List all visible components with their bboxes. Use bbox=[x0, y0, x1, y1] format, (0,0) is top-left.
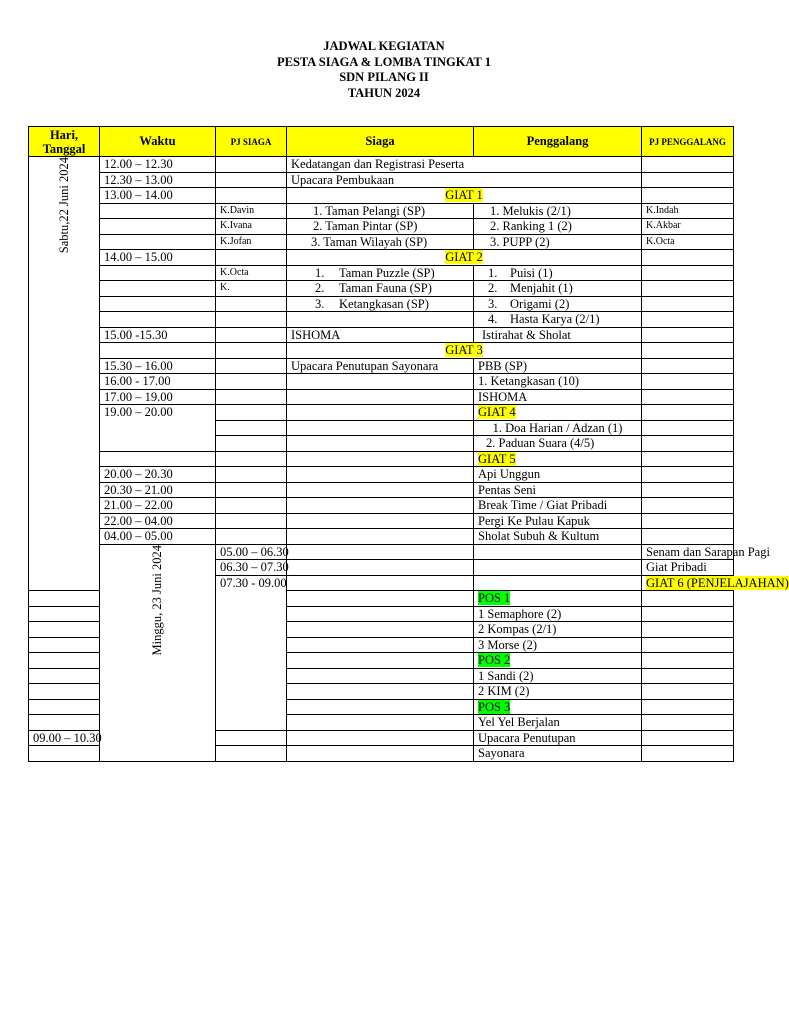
pj-siaga-cell bbox=[29, 606, 100, 622]
pj-penggalang-cell bbox=[642, 188, 734, 204]
waktu-cell: 22.00 – 04.00 bbox=[100, 513, 216, 529]
pj-penggalang-cell bbox=[642, 281, 734, 297]
giat-cell bbox=[287, 188, 642, 204]
penggalang-cell bbox=[474, 699, 642, 715]
penggalang-cell: Giat Pribadi bbox=[642, 560, 734, 576]
header-waktu: Waktu bbox=[100, 127, 216, 157]
siaga-cell: 2. Taman Pintar (SP) bbox=[287, 219, 474, 235]
penggalang-cell: Yel Yel Berjalan bbox=[474, 715, 642, 731]
penggalang-cell: 1. Melukis (2/1) bbox=[474, 203, 642, 219]
penggalang-cell: Sholat Subuh & Kultum bbox=[474, 529, 642, 545]
waktu-cell bbox=[29, 746, 100, 762]
pj-penggalang-cell bbox=[642, 684, 734, 700]
list-number: 4. bbox=[488, 312, 498, 326]
penggalang-cell: Istirahat & Sholat bbox=[474, 327, 642, 343]
table-row bbox=[29, 529, 734, 545]
siaga-cell bbox=[287, 405, 474, 421]
header-hari: Hari, Tanggal bbox=[29, 127, 100, 157]
pj-penggalang-cell bbox=[642, 730, 734, 746]
table-row bbox=[29, 389, 734, 405]
waktu-cell: 16.00 - 17.00 bbox=[100, 374, 216, 390]
siaga-cell bbox=[287, 436, 474, 452]
title-line-1: JADWAL KEGIATAN bbox=[323, 39, 445, 53]
pj-penggalang-cell bbox=[642, 637, 734, 653]
day-label-1: Sabtu,22 Juni 2024 bbox=[56, 157, 71, 254]
pj-siaga-cell bbox=[216, 312, 287, 328]
giat-5-label: GIAT 5 bbox=[478, 451, 516, 466]
waktu-cell: 14.00 – 15.00 bbox=[100, 250, 216, 266]
waktu-cell bbox=[100, 281, 216, 297]
table-row bbox=[29, 343, 734, 359]
siaga-cell bbox=[287, 513, 474, 529]
pj-siaga-cell bbox=[216, 482, 287, 498]
pj-penggalang-cell bbox=[642, 172, 734, 188]
pj-penggalang-cell bbox=[642, 343, 734, 359]
table-row bbox=[29, 296, 734, 312]
header-penggalang: Penggalang bbox=[474, 127, 642, 157]
siaga-cell bbox=[287, 312, 474, 328]
siaga-cell bbox=[287, 498, 474, 514]
pj-siaga-cell bbox=[216, 405, 287, 421]
pj-penggalang-cell bbox=[642, 296, 734, 312]
siaga-cell bbox=[287, 281, 474, 297]
pos-3-label: POS 3 bbox=[478, 699, 511, 714]
pj-penggalang-cell: K.Akbar bbox=[642, 219, 734, 235]
pj-siaga-cell bbox=[29, 684, 100, 700]
siaga-cell bbox=[287, 265, 474, 281]
pj-siaga-cell: K. bbox=[216, 281, 287, 297]
pj-penggalang-cell bbox=[642, 327, 734, 343]
list-text: Taman Fauna (SP) bbox=[339, 281, 432, 295]
pj-siaga-cell bbox=[29, 637, 100, 653]
pj-penggalang-cell bbox=[642, 668, 734, 684]
table-row bbox=[29, 498, 734, 514]
list-number: 2. bbox=[315, 281, 325, 295]
penggalang-cell: 3. PUPP (2) bbox=[474, 234, 642, 250]
table-row bbox=[29, 234, 734, 250]
waktu-cell bbox=[100, 296, 216, 312]
waktu-cell: 15.00 -15.30 bbox=[100, 327, 216, 343]
title-line-4: TAHUN 2024 bbox=[347, 85, 421, 100]
penggalang-cell: 2. Paduan Suara (4/5) bbox=[474, 436, 642, 452]
pj-penggalang-cell bbox=[642, 405, 734, 421]
siaga-cell bbox=[287, 451, 474, 467]
giat-6-label: GIAT 6 (PENJELAJAHAN) bbox=[646, 575, 789, 590]
pj-siaga-cell bbox=[216, 529, 287, 545]
pj-penggalang-cell bbox=[642, 436, 734, 452]
pj-siaga-cell bbox=[29, 622, 100, 638]
pj-penggalang-cell bbox=[642, 451, 734, 467]
table-row bbox=[29, 451, 734, 467]
pj-siaga-cell bbox=[29, 699, 100, 715]
penggalang-cell: 1 Sandi (2) bbox=[474, 668, 642, 684]
penggalang-cell bbox=[474, 591, 642, 607]
table-row bbox=[29, 405, 734, 421]
table-header-row bbox=[29, 127, 734, 157]
giat-cell bbox=[287, 343, 642, 359]
pj-penggalang-cell bbox=[642, 498, 734, 514]
pj-siaga-cell bbox=[216, 513, 287, 529]
table-row bbox=[29, 250, 734, 266]
siaga-cell bbox=[287, 482, 474, 498]
pj-siaga-cell: K.Ivana bbox=[216, 219, 287, 235]
siaga-cell: 1. Taman Pelangi (SP) bbox=[287, 203, 474, 219]
table-row bbox=[29, 544, 734, 560]
siaga-cell bbox=[287, 296, 474, 312]
pj-siaga-cell bbox=[216, 746, 287, 762]
siaga-cell bbox=[287, 715, 474, 731]
waktu-cell bbox=[100, 219, 216, 235]
penggalang-cell: 1. Ketangkasan (10) bbox=[474, 374, 642, 390]
list-text: Taman Puzzle (SP) bbox=[339, 265, 435, 280]
siaga-cell bbox=[287, 591, 474, 607]
table-row bbox=[29, 219, 734, 235]
waktu-cell: 06.30 – 07.30 bbox=[216, 560, 287, 576]
penggalang-cell bbox=[474, 312, 642, 328]
pj-penggalang-cell bbox=[642, 358, 734, 374]
siaga-cell bbox=[287, 668, 474, 684]
header-siaga: Siaga bbox=[287, 127, 474, 157]
pj-penggalang-cell bbox=[642, 482, 734, 498]
giat-4-label: GIAT 4 bbox=[478, 405, 516, 419]
pj-siaga-cell bbox=[216, 157, 287, 173]
list-text: Menjahit (1) bbox=[510, 281, 573, 295]
pj-penggalang-cell bbox=[642, 157, 734, 173]
table-row bbox=[29, 188, 734, 204]
pos-2-label: POS 2 bbox=[478, 653, 511, 667]
table-row bbox=[29, 172, 734, 188]
pj-penggalang-cell bbox=[642, 699, 734, 715]
penggalang-cell: Break Time / Giat Pribadi bbox=[474, 498, 642, 514]
day-label-2: Minggu, 23 Juni 2024 bbox=[150, 544, 165, 655]
list-text: Origami (2) bbox=[510, 296, 570, 311]
siaga-cell bbox=[287, 389, 474, 405]
title-line-2: PESTA SIAGA & LOMBA TINGKAT 1 bbox=[276, 54, 492, 69]
pj-siaga-cell bbox=[29, 668, 100, 684]
table-row bbox=[29, 482, 734, 498]
siaga-cell bbox=[287, 746, 474, 762]
siaga-cell bbox=[287, 420, 474, 436]
waktu-cell: 12.30 – 13.00 bbox=[100, 172, 216, 188]
header-pj-penggalang: PJ PENGGALANG bbox=[642, 127, 734, 157]
pj-siaga-cell bbox=[216, 498, 287, 514]
penggalang-cell bbox=[474, 296, 642, 312]
penggalang-cell: 2. Ranking 1 (2) bbox=[474, 219, 642, 235]
day-cell-2 bbox=[100, 544, 216, 761]
waktu-cell: 04.00 – 05.00 bbox=[100, 529, 216, 545]
list-text: Puisi (1) bbox=[510, 265, 553, 280]
penggalang-cell: Pergi Ke Pulau Kapuk bbox=[474, 513, 642, 529]
table-row bbox=[29, 203, 734, 219]
table-row bbox=[29, 467, 734, 483]
waktu-cell: 05.00 – 06.30 bbox=[216, 544, 287, 560]
siaga-cell bbox=[287, 699, 474, 715]
siaga-cell: Upacara Penutupan Sayonara bbox=[287, 358, 474, 374]
giat-3-label: GIAT 3 bbox=[445, 343, 483, 357]
pj-siaga-cell bbox=[216, 172, 287, 188]
siaga-cell bbox=[287, 637, 474, 653]
waktu-cell: 20.00 – 20.30 bbox=[100, 467, 216, 483]
schedule-table bbox=[28, 126, 789, 762]
pj-penggalang-cell bbox=[642, 513, 734, 529]
table-row bbox=[29, 513, 734, 529]
pj-penggalang-cell bbox=[642, 622, 734, 638]
pj-penggalang-cell bbox=[642, 746, 734, 762]
penggalang-cell: Pentas Seni bbox=[474, 482, 642, 498]
pj-siaga-cell bbox=[216, 389, 287, 405]
pj-penggalang-cell bbox=[642, 389, 734, 405]
siaga-cell bbox=[474, 575, 642, 591]
pj-siaga-cell bbox=[216, 451, 287, 467]
penggalang-cell bbox=[474, 405, 642, 421]
penggalang-cell bbox=[474, 451, 642, 467]
table-row bbox=[29, 281, 734, 297]
pj-siaga-cell bbox=[29, 715, 100, 731]
table-row bbox=[29, 157, 734, 173]
pj-siaga-cell bbox=[287, 544, 474, 560]
siaga-cell bbox=[287, 529, 474, 545]
pj-penggalang-cell bbox=[642, 653, 734, 669]
penggalang-cell bbox=[642, 575, 789, 591]
pj-siaga-cell bbox=[29, 653, 100, 669]
penggalang-cell: 1. Doa Harian / Adzan (1) bbox=[474, 420, 642, 436]
list-number: 2. bbox=[488, 281, 498, 295]
pj-siaga-cell bbox=[216, 343, 287, 359]
penggalang-cell bbox=[474, 653, 642, 669]
pj-penggalang-cell bbox=[642, 467, 734, 483]
pj-penggalang-cell bbox=[642, 265, 734, 281]
list-number: 3. bbox=[488, 296, 498, 311]
pj-penggalang-cell bbox=[642, 250, 734, 266]
list-number: 1. bbox=[315, 265, 325, 280]
pj-siaga-cell: K.Octa bbox=[216, 265, 287, 281]
pj-siaga-cell bbox=[287, 560, 474, 576]
siaga-cell bbox=[287, 467, 474, 483]
table-row bbox=[29, 312, 734, 328]
pj-siaga-cell: K.Davin bbox=[216, 203, 287, 219]
siaga-cell: 3. Taman Wilayah (SP) bbox=[287, 234, 474, 250]
waktu-cell: 07.30 - 09.00 bbox=[216, 575, 287, 730]
pj-penggalang-cell bbox=[642, 591, 734, 607]
penggalang-cell: 1 Semaphore (2) bbox=[474, 606, 642, 622]
penggalang-cell: Senam dan Sarapan Pagi bbox=[642, 544, 734, 560]
waktu-cell: 15.30 – 16.00 bbox=[100, 358, 216, 374]
waktu-cell: 20.30 – 21.00 bbox=[100, 482, 216, 498]
pj-siaga-cell bbox=[216, 188, 287, 204]
pj-penggalang-cell: K.Octa bbox=[642, 234, 734, 250]
pj-siaga-cell bbox=[216, 436, 287, 452]
pj-siaga-cell bbox=[216, 296, 287, 312]
waktu-cell bbox=[100, 343, 216, 359]
title-line-3: SDN PILANG II bbox=[339, 70, 429, 84]
siaga-cell bbox=[474, 560, 642, 576]
list-text: Ketangkasan (SP) bbox=[339, 296, 429, 311]
pj-penggalang-cell bbox=[642, 529, 734, 545]
siaga-cell bbox=[287, 653, 474, 669]
pj-siaga-cell: K.Jofan bbox=[216, 234, 287, 250]
siaga-cell bbox=[474, 544, 642, 560]
waktu-cell: 21.00 – 22.00 bbox=[100, 498, 216, 514]
penggalang-cell: ISHOMA bbox=[474, 389, 642, 405]
pj-penggalang-cell bbox=[642, 606, 734, 622]
list-number: 1. bbox=[488, 265, 498, 280]
document-title bbox=[0, 39, 768, 101]
pj-siaga-cell bbox=[216, 730, 287, 746]
waktu-cell: 09.00 – 10.30 bbox=[29, 730, 100, 746]
penggalang-cell: 3 Morse (2) bbox=[474, 637, 642, 653]
table-row bbox=[29, 374, 734, 390]
waktu-cell bbox=[100, 451, 216, 467]
pj-penggalang-cell bbox=[642, 715, 734, 731]
pj-siaga-cell bbox=[216, 420, 287, 436]
penggalang-cell: Api Unggun bbox=[474, 467, 642, 483]
pj-siaga-cell bbox=[216, 250, 287, 266]
pos-1-label: POS 1 bbox=[478, 591, 511, 605]
penggalang-cell: 2 Kompas (2/1) bbox=[474, 622, 642, 638]
waktu-cell bbox=[100, 265, 216, 281]
day-cell-1 bbox=[29, 157, 100, 591]
pj-penggalang-cell bbox=[642, 374, 734, 390]
siaga-cell: ISHOMA bbox=[287, 327, 474, 343]
table-row bbox=[29, 327, 734, 343]
pj-siaga-cell bbox=[29, 591, 100, 607]
penggalang-cell: Upacara Penutupan bbox=[474, 730, 642, 746]
waktu-cell bbox=[100, 312, 216, 328]
penggalang-cell: PBB (SP) bbox=[474, 358, 642, 374]
penggalang-cell bbox=[474, 281, 642, 297]
header-pj-siaga: PJ SIAGA bbox=[216, 127, 287, 157]
list-text: Hasta Karya (2/1) bbox=[510, 312, 600, 326]
waktu-cell: 12.00 – 12.30 bbox=[100, 157, 216, 173]
giat-2-label: GIAT 2 bbox=[445, 250, 483, 264]
waktu-cell: 17.00 – 19.00 bbox=[100, 389, 216, 405]
penggalang-cell: Sayonara bbox=[474, 746, 642, 762]
pj-penggalang-cell bbox=[642, 312, 734, 328]
pj-siaga-cell bbox=[216, 467, 287, 483]
pj-penggalang-cell: K.Indah bbox=[642, 203, 734, 219]
siaga-cell bbox=[287, 606, 474, 622]
giat-1-label: GIAT 1 bbox=[445, 188, 483, 202]
activity-cell: Kedatangan dan Registrasi Peserta bbox=[287, 157, 642, 173]
waktu-cell: 13.00 – 14.00 bbox=[100, 188, 216, 204]
siaga-cell bbox=[287, 684, 474, 700]
siaga-cell bbox=[287, 622, 474, 638]
pj-siaga-cell bbox=[287, 575, 474, 591]
penggalang-cell: 2 KIM (2) bbox=[474, 684, 642, 700]
pj-siaga-cell bbox=[216, 327, 287, 343]
waktu-cell bbox=[100, 234, 216, 250]
list-number: 3. bbox=[315, 296, 325, 311]
waktu-cell: 19.00 – 20.00 bbox=[100, 405, 216, 452]
penggalang-cell bbox=[474, 265, 642, 281]
pj-siaga-cell bbox=[216, 374, 287, 390]
siaga-cell bbox=[287, 374, 474, 390]
activity-cell: Upacara Pembukaan bbox=[287, 172, 642, 188]
siaga-cell bbox=[287, 730, 474, 746]
giat-cell bbox=[287, 250, 642, 266]
waktu-cell bbox=[100, 203, 216, 219]
table-row bbox=[29, 358, 734, 374]
pj-siaga-cell bbox=[216, 358, 287, 374]
table-row bbox=[29, 265, 734, 281]
pj-penggalang-cell bbox=[642, 420, 734, 436]
